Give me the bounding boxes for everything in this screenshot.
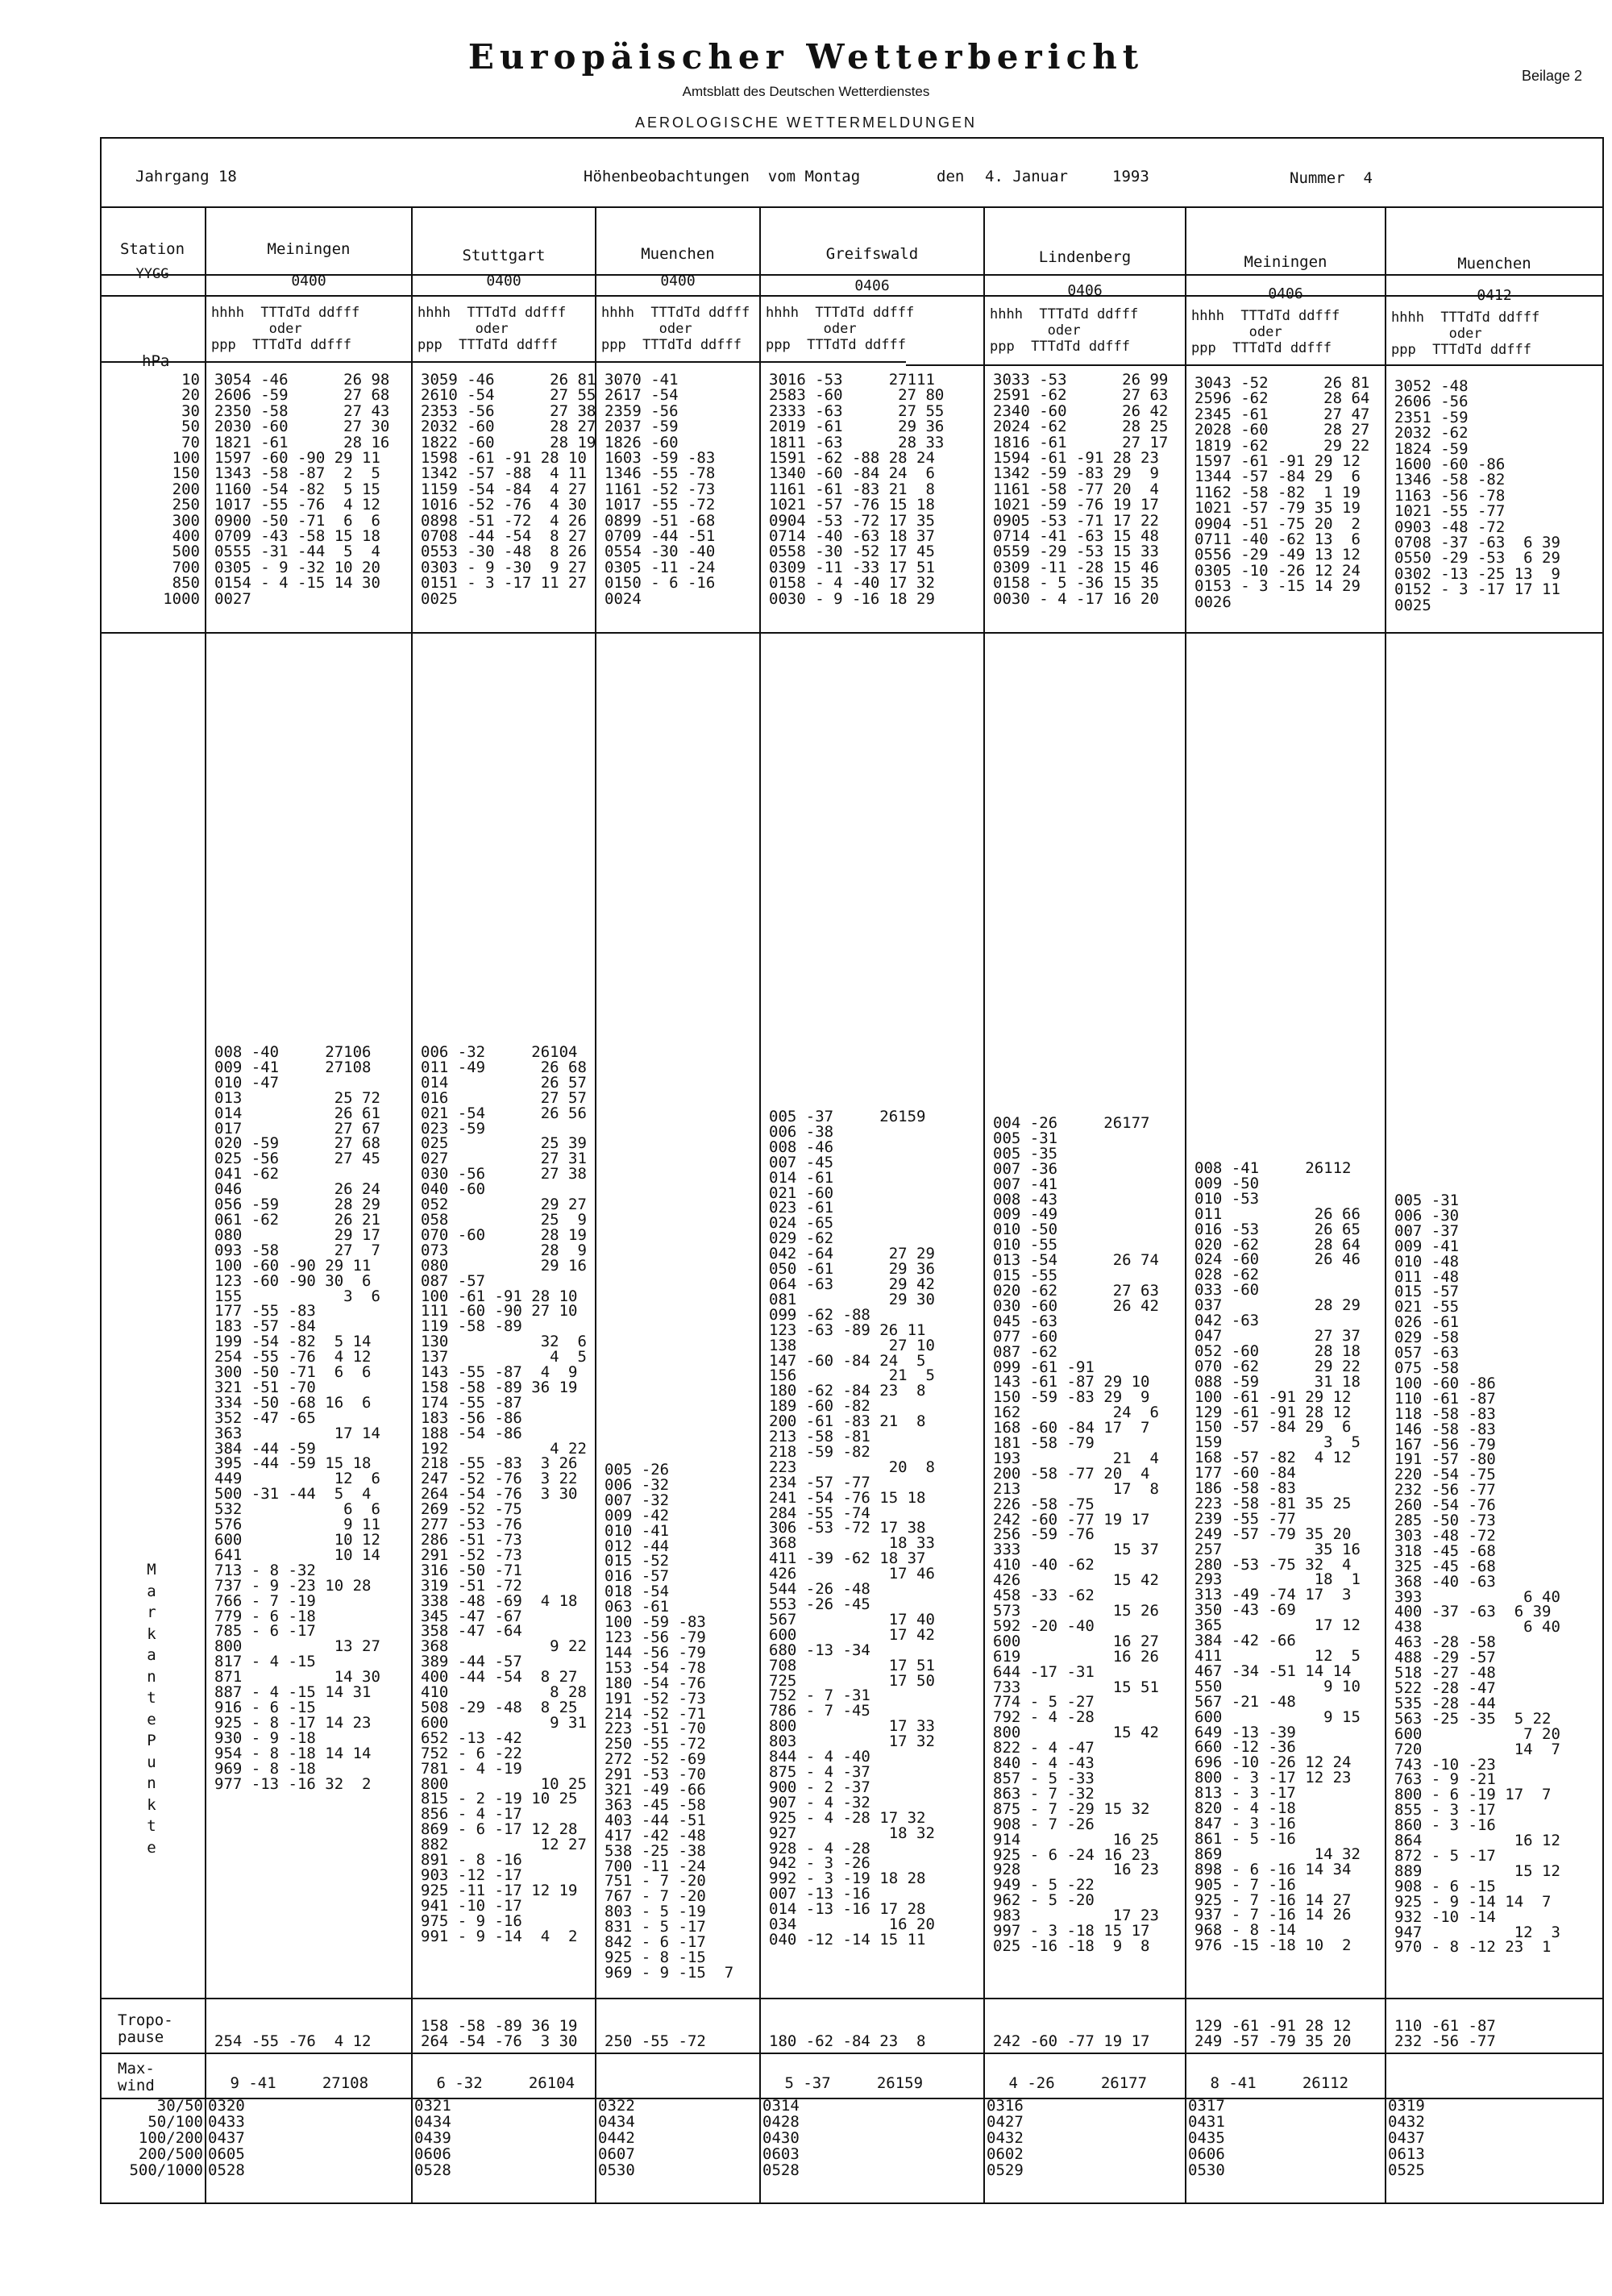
station-time: 0406	[1268, 285, 1303, 302]
rule-trop	[100, 2053, 1604, 2054]
report-year: 1993	[1112, 168, 1149, 185]
standard-levels: 3070 -41 2617 -54 2359 -56 2037 -59 1826 -60 1603 -59 -83 1346 -55 -78 1161 -52 -73 1017 -55 -72 0899 -51 -68 0709 -44 -51 0554 -30 -40 0305 -11 -24 0150 - 6 -16 0024	[604, 371, 716, 608]
column-header: hhhh TTTdTd ddfff oder ppp TTTdTd ddfff	[990, 306, 1139, 355]
station-name: Muenchen	[641, 245, 715, 263]
station-label: Station	[119, 240, 185, 258]
shear-values: 0322 0434 0442 0607 0530	[598, 2097, 635, 2179]
station-time: 0406	[854, 277, 890, 294]
tropopause-values: 110 -61 -87 232 -56 -77	[1394, 2017, 1496, 2050]
significant-points: 005 -37 26159 006 -38 008 -46 007 -45 014 -61 021 -60 023 -61 024 -65 029 -62 042 -64 27 29 050 -61 29 36 064 -63 29 42 081 29 30 099 -62 -88 123 -63 -89 26 11 138 27 10 147 -60 -84 24 5 156 21 5 180 -62 -84 23 8 189 -60 -82 200 -61 -83 21 8 213 -58 -81 218 -59 -82 223 20 8 234 -57 -77 241 -54 -76 15 18 284 -55 -74 306 -53 -72 17 38 368 18 33 411 -39 -62 18 37 426 17 46 544 -26 -48 553 -26 -45 567 17 40 600 17 42 680 -13 -34 708 17 51 725 17 50 752 - 7 -31 786 - 7 -45 800 17 33 803 17 32 844 - 4 -40 875 - 4 -37 900 - 2 -37 907 - 4 -32 925 - 4 -28 17 32 927 18 32 928 - 4 -28 942 - 3 -26 992 - 3 -19 18 28 007 -13 -16 014 -13 -16 17 28 034 16 20 040 -12 -14 15 11	[769, 1108, 935, 1949]
significant-points: 005 -26 006 -32 007 -32 009 -42 010 -41 012 -44 015 -52 016 -57 018 -54 063 -61 100 -59 -83 123 -56 -79 144 -56 -79 153 -54 -78 180 -54 -76 191 -52 -73 214 -52 -71 223 -51 -70 250 -55 -72 272 -52 -69 291 -53 -70 321 -49 -66 363 -45 -58 403 -44 -51 417 -42 -48 538 -25 -38 700 -11 -24 751 - 7 -20 767 - 7 -20 803 - 5 -19 831 - 5 -17 842 - 6 -17 925 - 8 -15 969 - 9 -15 7	[604, 1461, 734, 1982]
maxwind-values: 8 -41 26112	[1210, 2074, 1349, 2092]
maxwind-values: 4 -26 26177	[1008, 2074, 1148, 2092]
pressure-levels: 10 20 30 50 70 100 150 200 250 300 400 500 700 850 1000	[163, 371, 200, 608]
standard-levels: 3016 -53 27111 2583 -60 27 80 2333 -63 27 55 2019 -61 29 36 1811 -63 28 33 1591 -62 -88 28 24 1340 -60 -84 24 6 1161 -61 -83 21 8 1021 -57 -76 15 18 0904 -53 -72 17 35 0714 -40 -63 18 37 0558 -30 -52 17 45 0309 -11 -33 17 51 0158 - 4 -40 17 32 0030 - 9 -16 18 29	[769, 371, 945, 608]
station-name: Muenchen	[1457, 255, 1531, 272]
shear-values: 0320 0433 0437 0605 0528	[208, 2097, 245, 2179]
station-name: Stuttgart	[462, 247, 546, 264]
station-time: 0400	[660, 272, 696, 289]
col-rule-2	[411, 206, 413, 2202]
tropopause-values: 250 -55 -72	[604, 2032, 706, 2050]
rule-info	[100, 206, 1604, 208]
station-time: 0412	[1477, 287, 1512, 304]
col-rule-6	[1185, 206, 1186, 2202]
shear-values: 0314 0428 0430 0603 0528	[762, 2097, 800, 2179]
significant-points: 006 -32 26104 011 -49 26 68 014 26 57 016 27 57 021 -54 26 56 023 -59 025 25 39 027 27 31 030 -56 27 38 040 -60 052 29 27 058 25 9 070 -60 28 19 073 28 9 080 29 16 087 -57 100 -61 -91 28 10 111 -60 -90 27 10 119 -58 -89 130 32 6 137 4 5 143 -55 -87 4 9 158 -58 -89 36 19 174 -55 -87 183 -56 -86 188 -54 -86 192 4 22 218 -55 -83 3 26 247 -52 -76 3 22 264 -54 -76 3 30 269 -52 -75 277 -53 -76 286 -51 -73 291 -52 -73 316 -50 -71 319 -51 -72 338 -48 -69 4 18 345 -47 -67 358 -47 -64 368 9 22 389 -44 -57 400 -44 -54 8 27 410 8 28 508 -29 -48 8 25 600 9 31 652 -13 -42 752 - 6 -22 781 - 4 -19 800 10 25 815 - 2 -19 10 25 856 - 4 -17 869 - 6 -17 12 28 882 12 27 891 - 8 -16 903 -12 -17 925 -11 -17 12 19 941 -10 -17 975 - 9 -16 991 - 9 -14 4 2	[421, 1043, 587, 1945]
jahrgang: Jahrgang 18	[135, 168, 237, 185]
section-title: AEROLOGISCHE WETTERMELDUNGEN	[634, 114, 978, 131]
standard-levels: 3043 -52 26 81 2596 -62 28 64 2345 -61 27 47 2028 -60 28 27 1819 -62 29 22 1597 -61 -91 29 12 1344 -57 -84 29 6 1162 -58 -82 1 19 1021 -57 -79 35 19 0904 -51 -75 20 2 0711 -40 -62 13 6 0556 -29 -49 13 12 0305 -10 -26 12 24 0153 - 3 -15 14 29 0026	[1194, 374, 1370, 611]
tropopause-label: Tropo- pause	[118, 2011, 173, 2046]
standard-levels: 3033 -53 26 99 2591 -62 27 63 2340 -60 26 42 2024 -62 28 25 1816 -61 27 17 1594 -61 -91 28 23 1342 -59 -83 29 9 1161 -58 -77 20 4 1021 -59 -76 19 17 0905 -53 -71 17 22 0714 -41 -63 15 48 0559 -29 -53 15 33 0309 -11 -28 15 46 0158 - 5 -36 15 35 0030 - 4 -17 16 20	[993, 371, 1169, 608]
markante-label: M a r k a n t e	[147, 1561, 156, 1728]
observation-label: Höhenbeobachtungen vom Montag	[584, 168, 861, 185]
tropopause-values: 180 -62 -84 23 8	[769, 2032, 926, 2050]
rule-colhead-b	[906, 364, 1604, 366]
station-time: 0400	[291, 272, 326, 289]
station-time: 0406	[1067, 282, 1103, 299]
yygg-label: YYGG	[135, 266, 169, 282]
maxwind-values: 5 -37 26159	[784, 2074, 924, 2092]
standard-levels: 3059 -46 26 81 2610 -54 27 55 2353 -56 27 38 2032 -60 28 27 1822 -60 28 19 1598 -61 -91 28 10 1342 -57 -88 4 11 1159 -54 -84 4 27 1016 -52 -76 4 30 0898 -51 -72 4 26 0708 -44 -54 8 27 0553 -30 -48 8 26 0303 - 9 -30 9 27 0151 - 3 -17 11 27 0025	[421, 371, 596, 608]
tropopause-values: 254 -55 -76 4 12	[214, 2032, 372, 2050]
standard-levels: 3054 -46 26 98 2606 -59 27 68 2350 -58 27 43 2030 -60 27 30 1821 -61 28 16 1597 -60 -90 29 11 1343 -58 -87 2 5 1160 -54 -82 5 15 1017 -55 -76 4 12 0900 -50 -71 6 6 0709 -43 -58 15 18 0555 -31 -44 5 4 0305 - 9 -32 10 20 0154 - 4 -15 14 30 0027	[214, 371, 390, 608]
tropopause-values: 129 -61 -91 28 12 249 -57 -79 35 20	[1194, 2017, 1352, 2050]
col-rule-5	[983, 206, 985, 2202]
column-header: hhhh TTTdTd ddfff oder ppp TTTdTd ddfff	[766, 305, 915, 353]
station-name: Meiningen	[1244, 253, 1327, 271]
station-name: Greifswald	[825, 245, 919, 263]
shear-values: 0317 0431 0435 0606 0530	[1188, 2097, 1225, 2179]
report-date: 4. Januar	[985, 168, 1068, 185]
report-number: Nummer 4	[1290, 169, 1373, 187]
den-label: den	[937, 168, 965, 185]
significant-points: 005 -31 006 -30 007 -37 009 -41 010 -48 011 -48 015 -57 021 -55 026 -61 029 -58 057 -63 075 -58 100 -60 -86 110 -61 -87 118 -58 -83 146 -58 -83 167 -56 -79 191 -57 -80 220 -54 -75 232 -56 -77 260 -54 -76 285 -50 -73 303 -48 -72 318 -45 -68 325 -45 -68 368 -40 -63 393 6 40 400 -37 -63 6 39 438 6 40 463 -28 -58 488 -29 -57 518 -27 -48 522 -28 -47 535 -28 -44 563 -25 -35 5 22 600 7 20 720 14 7 743 -10 -23 763 - 9 -21 800 - 6 -19 17 7 855 - 3 -17 860 - 3 -16 864 16 12 872 - 5 -17 889 15 12 908 - 6 -15 925 - 9 -14 14 7 932 -10 -14 947 12 3 970 - 8 -12 23 1	[1394, 1192, 1560, 1957]
punkte-label: P u n k t e	[147, 1732, 156, 1857]
column-header: hhhh TTTdTd ddfff oder ppp TTTdTd ddfff	[211, 305, 360, 353]
maxwind-label: Max- wind	[118, 2060, 155, 2094]
shear-levels: 30/50 50/100 100/200 200/500 500/1000	[129, 2097, 203, 2179]
rule-maxwind	[100, 2098, 1604, 2099]
rule-station-b	[906, 274, 1604, 276]
maxwind-values: 6 -32 26104	[436, 2074, 575, 2092]
tropopause-values: 158 -58 -89 36 19 264 -54 -76 3 30	[421, 2017, 578, 2050]
column-header: hhhh TTTdTd ddfff oder ppp TTTdTd ddfff	[1391, 310, 1540, 358]
maxwind-values: 9 -41 27108	[230, 2074, 369, 2092]
significant-points: 008 -40 27106 009 -41 27108 010 -47 013 25 72 014 26 61 017 27 67 020 -59 27 68 025 -56 27 45 041 -62 046 26 24 056 -59 28 29 061 -62 26 21 080 29 17 093 -58 27 7 100 -60 -90 29 11 123 -60 -90 30 6 155 3 6 177 -55 -83 183 -57 -84 199 -54 -82 5 14 254 -55 -76 4 12 300 -50 -71 6 6 321 -51 -70 334 -50 -68 16 6 352 -47 -65 363 17 14 384 -44 -59 395 -44 -59 15 18 449 12 6 500 -31 -44 5 4 532 6 6 576 9 11 600 10 12 641 10 14 713 - 8 -32 737 - 9 -23 10 28 766 - 7 -19 779 - 6 -18 785 - 6 -17 800 13 27 817 - 4 -15 871 14 30 887 - 4 -15 14 31 916 - 6 -15 925 - 8 -17 14 23 930 - 9 -18 954 - 8 -18 14 14 969 - 8 -18 977 -13 -16 32 2	[214, 1043, 380, 1793]
significant-points: 004 -26 26177 005 -31 005 -35 007 -36 007 -41 008 -43 009 -49 010 -50 010 -55 013 -54 26 74 015 -55 020 -62 27 63 030 -60 26 42 045 -63 077 -60 087 -62 099 -61 -91 143 -61 -87 29 10 150 -59 -83 29 9 162 24 6 168 -60 -84 17 7 181 -58 -79 193 21 4 200 -58 -77 20 4 213 17 8 226 -58 -75 242 -60 -77 19 17 256 -59 -76 333 15 37 410 -40 -62 426 15 42 458 -33 -62 573 15 26 592 -20 -40 600 16 27 619 16 26 644 -17 -31 733 15 51 774 - 5 -27 792 - 4 -28 800 15 42 822 - 4 -47 840 - 4 -43 857 - 5 -33 863 - 7 -32 875 - 7 -29 15 32 908 - 7 -26 914 16 25 925 - 6 -24 16 23 928 16 23 949 - 5 -22 962 - 5 -20 983 17 23 997 - 3 -18 15 17 025 -16 -18 9 8	[993, 1114, 1159, 1955]
station-name: Meiningen	[267, 240, 351, 258]
standard-levels: 3052 -48 2606 -56 2351 -59 2032 -62 1824 -59 1600 -60 -86 1346 -58 -82 1163 -56 -78 1021 -55 -77 0903 -48 -72 0708 -37 -63 6 39 0550 -29 -53 6 29 0302 -13 -25 13 9 0152 - 3 -17 17 11 0025	[1394, 377, 1560, 614]
col-rule-1	[205, 206, 206, 2202]
page-subtitle: Amtsblatt des Deutschen Wetterdienstes	[682, 84, 930, 99]
hpa-label: hPa	[142, 352, 170, 370]
significant-points: 008 -41 26112 009 -50 010 -53 011 26 66 016 -53 26 65 020 -62 28 64 024 -60 26 46 028 -62 033 -60 037 28 29 042 -63 047 27 37 052 -60 28 18 070 -62 29 22 088 -59 31 18 100 -61 -91 29 12 129 -61 -91 28 12 150 -57 -84 29 6 159 3 5 168 -57 -82 4 12 177 -60 -84 186 -58 -83 223 -58 -81 35 25 239 -55 -77 249 -57 -79 35 20 257 35 16 280 -53 -75 32 4 293 18 1 313 -49 -74 17 3 350 -43 -69 365 17 12 384 -42 -66 411 12 5 467 -34 -51 14 14 550 9 10 567 -21 -48 600 9 15 649 -13 -39 660 -12 -36 696 -10 -26 12 24 800 - 3 -17 12 23 813 - 3 -17 820 - 4 -18 847 - 3 -16 861 - 5 -16 869 14 32 898 - 6 -16 14 34 905 - 7 -16 925 - 7 -16 14 27 937 - 7 -16 14 26 968 - 8 -14 976 -15 -18 10 2	[1194, 1159, 1361, 1955]
station-time: 0400	[486, 272, 521, 289]
col-rule-7	[1385, 206, 1386, 2202]
col-rule-4	[759, 206, 761, 2202]
shear-values: 0316 0427 0432 0602 0529	[987, 2097, 1024, 2179]
column-header: hhhh TTTdTd ddfff oder ppp TTTdTd ddfff	[418, 305, 567, 353]
rule-colhead-a	[100, 361, 906, 363]
rule-sig	[100, 1998, 1604, 1999]
column-header: hhhh TTTdTd ddfff oder ppp TTTdTd ddfff	[601, 305, 750, 353]
column-header: hhhh TTTdTd ddfff oder ppp TTTdTd ddfff	[1191, 308, 1340, 356]
shear-values: 0321 0434 0439 0606 0528	[414, 2097, 451, 2179]
station-name: Lindenberg	[1038, 248, 1132, 266]
tropopause-values: 242 -60 -77 19 17	[993, 2032, 1150, 2050]
page-title: Europäischer Wetterbericht	[467, 37, 1145, 77]
supplement-label: Beilage 2	[1522, 68, 1583, 84]
shear-values: 0319 0432 0437 0613 0525	[1388, 2097, 1425, 2179]
rule-std	[100, 632, 1604, 634]
